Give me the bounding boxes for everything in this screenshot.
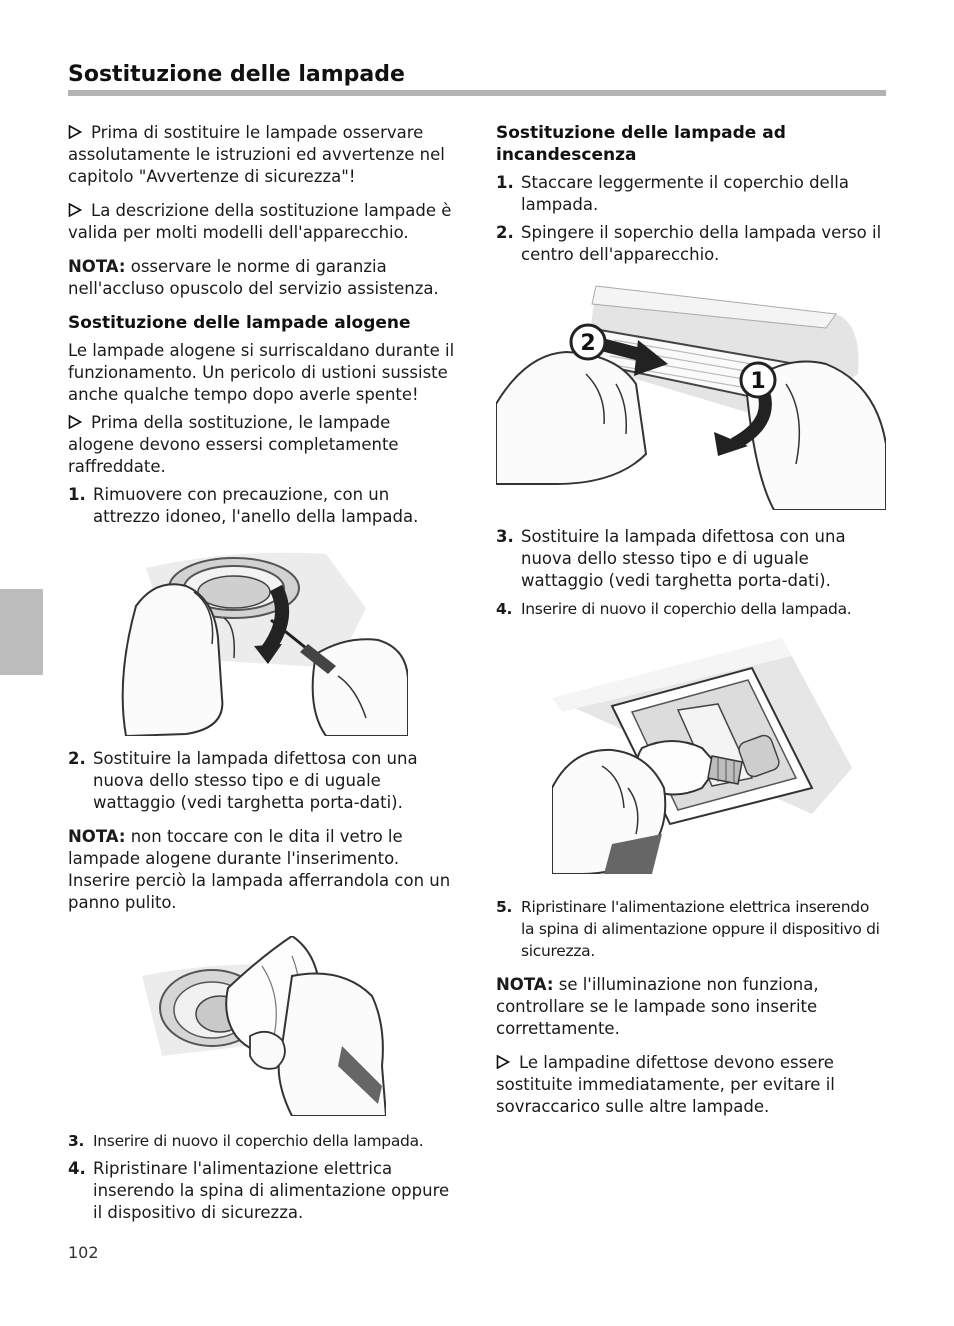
halogen-steps-a — [68, 484, 456, 528]
list-item: 2. Spingere il soperchio della lampada verso il centro dell'apparecchio. — [496, 223, 882, 264]
intro-text-1: Prima di sostituire le lampade osservare assolutamente le istruzioni ed avvertenze nel capitolo "Avvertenze di sicurezza"! — [68, 123, 445, 186]
incandescent-steps-c — [496, 896, 886, 962]
illumination-note — [496, 974, 886, 1040]
list-item: 1. Staccare leggermente il coperchio della lampada. — [496, 173, 849, 214]
page-title: Sostituzione delle lampade — [68, 62, 405, 87]
intro-instruction — [68, 200, 456, 244]
title-divider — [68, 90, 886, 96]
chapter-side-tab — [0, 589, 43, 675]
figure-label-1: 1 — [750, 369, 766, 394]
halogen-steps-c — [68, 1130, 456, 1224]
triangle-bullet-icon — [68, 203, 82, 217]
triangle-bullet-icon — [496, 1055, 510, 1069]
halogen-glass-note — [68, 826, 456, 914]
list-item: 4. Ripristinare l'alimentazione elettrica inserendo la spina di alimentazione oppure il dispositivo di sicurezza. — [68, 1159, 450, 1222]
final-text: Le lampadine difettose devono essere sostituite immediatamente, per evitare il sovraccarico sulle altre lampade. — [496, 1053, 835, 1116]
note-text: se l'illuminazione non funziona, controllare se le lampade sono inserite correttamente. — [496, 975, 819, 1038]
note-text: osservare le norme di garanzia nell'accluso opuscolo del servizio assistenza. — [68, 257, 439, 298]
list-item: 5. Ripristinare l'alimentazione elettrica inserendo la spina di alimentazione oppure il dispositivo di sicurezza. — [496, 898, 880, 960]
triangle-bullet-icon — [68, 125, 82, 139]
incandescent-section-heading: Sostituzione delle lampade ad incandescenza — [496, 123, 786, 165]
intro-text-2: La descrizione della sostituzione lampade è valida per molti modelli dell'apparecchio. — [68, 201, 452, 242]
list-item: 3. Inserire di nuovo il coperchio della lampada. — [68, 1132, 424, 1150]
cover-removal-illustration — [496, 284, 886, 510]
list-item: 3. Sostituire la lampada difettosa con una nuova dello stesso tipo e di uguale wattaggio (vedi targhetta porta-dati). — [496, 527, 846, 590]
note-label: NOTA: — [68, 257, 126, 276]
figure-label-2: 2 — [580, 331, 596, 356]
intro-instruction — [68, 122, 456, 188]
list-item: 2. Sostituire la lampada difettosa con una nuova dello stesso tipo e di uguale wattaggio (vedi targhetta porta-dati). — [68, 749, 418, 812]
note-label: NOTA: — [496, 975, 554, 994]
list-item: 1. Rimuovere con precauzione, con un attrezzo idoneo, l'anello della lampada. — [68, 485, 419, 526]
list-item: 4. Inserire di nuovo il coperchio della lampada. — [496, 600, 852, 618]
incandescent-steps-b — [496, 526, 886, 620]
halogen-warning: Le lampade alogene si surriscaldano durante il funzionamento. Un pericolo di ustioni sussiste anche qualche tempo dopo averle spente! — [68, 341, 455, 404]
warranty-note — [68, 256, 456, 300]
halogen-cool-text: Prima della sostituzione, le lampade alogene devono essersi completamente raffreddate. — [68, 413, 399, 476]
triangle-bullet-icon — [68, 415, 82, 429]
right-column — [496, 122, 886, 1130]
note-text: non toccare con le dita il vetro le lampade alogene durante l'inserimento. Inserire perciò la lampada afferrandola con un panno pulito. — [68, 827, 451, 912]
halogen-cloth-insertion-illustration — [142, 936, 456, 1116]
halogen-section-heading: Sostituzione delle lampade alogene — [68, 313, 411, 333]
note-label: NOTA: — [68, 827, 126, 846]
left-column — [68, 122, 456, 1236]
final-instruction — [496, 1052, 886, 1118]
halogen-steps-b — [68, 748, 456, 814]
incandescent-steps-a — [496, 172, 886, 266]
halogen-ring-removal-illustration — [116, 548, 456, 736]
bulb-insertion-illustration — [552, 638, 886, 874]
page-number: 102 — [68, 1243, 99, 1262]
halogen-cool-instruction — [68, 412, 456, 478]
